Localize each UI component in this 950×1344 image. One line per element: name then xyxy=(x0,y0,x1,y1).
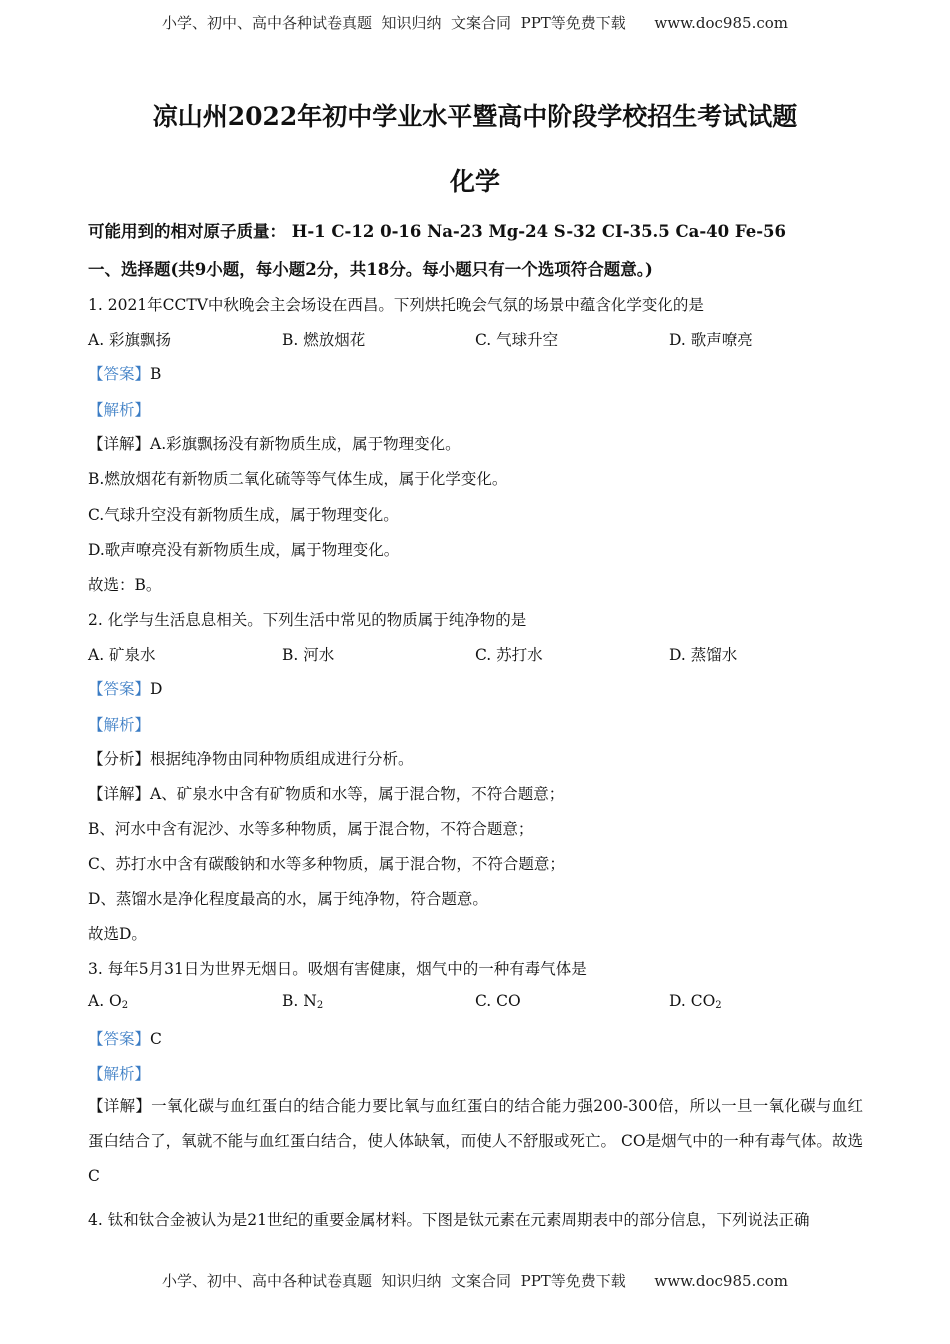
q2-option-a: A. 矿泉水 xyxy=(88,646,156,664)
q3-option-a xyxy=(88,992,128,1011)
q1-option-b: B. 燃放烟花 xyxy=(282,331,366,349)
q1-detail-line: B.燃放烟花有新物质二氧化硫等等气体生成，属于化学变化。 xyxy=(88,470,508,488)
formula-text: C. CO xyxy=(475,992,521,1010)
question-2-stem: 2. 化学与生活息息相关。下列生活中常见的物质属于纯净物的是 xyxy=(88,611,527,629)
answer-value: D xyxy=(150,680,163,698)
q1-answer xyxy=(88,362,161,384)
formula-subscript: 2 xyxy=(121,1000,129,1011)
question-1-stem: 1. 2021年CCTV中秋晚会主会场设在西昌。下列烘托晚会气氛的场景中蕴含化学变化的是 xyxy=(88,296,704,314)
question-3-stem: 3. 每年5月31日为世界无烟日。吸烟有害健康，烟气中的一种有毒气体是 xyxy=(88,960,587,978)
page-header: 小学、初中、高中各种试卷真题 知识归纳 文案合同 PPT等免费下载 www.doc985.com xyxy=(161,14,788,32)
page-footer: 小学、初中、高中各种试卷真题 知识归纳 文案合同 PPT等免费下载 www.doc985.com xyxy=(161,1272,788,1290)
q1-option-a: A. 彩旗飘扬 xyxy=(88,331,172,349)
q2-option-c: C. 苏打水 xyxy=(475,646,543,664)
subject-title: 化学 xyxy=(449,167,500,196)
q3-option-b xyxy=(282,992,323,1011)
q2-option-b: B. 河水 xyxy=(282,646,335,664)
atomic-masses: 可能用到的相对原子质量： H-1 C-12 0-16 Na-23 Mg-24 S-32 CI-35.5 Ca-40 Fe-56 xyxy=(88,222,787,241)
q2-detail-line: D、蒸馏水是净化程度最高的水，属于纯净物，符合题意。 xyxy=(88,890,488,908)
answer-value: B xyxy=(150,365,162,383)
q1-option-c: C. 气球升空 xyxy=(475,331,559,349)
q3-analysis-tag: 【解析】 xyxy=(88,1065,151,1083)
section-heading: 一、选择题(共9小题，每小题2分，共18分。每小题只有一个选项符合题意。) xyxy=(88,260,653,279)
answer-tag: 【答案】 xyxy=(88,1030,151,1048)
q2-analysis-tag: 【解析】 xyxy=(88,716,151,734)
formula-subscript: 2 xyxy=(715,1000,722,1011)
q1-detail-line: C.气球升空没有新物质生成，属于物理变化。 xyxy=(88,506,399,524)
q2-detail-line: C、苏打水中含有碳酸钠和水等多种物质，属于混合物，不符合题意； xyxy=(88,855,565,873)
q1-detail-line: 【详解】A.彩旗飘扬没有新物质生成，属于物理变化。 xyxy=(88,435,461,453)
q1-option-d: D. 歌声嘹亮 xyxy=(669,331,753,349)
formula-text: A. O xyxy=(88,992,122,1010)
question-4-stem: 4. 钛和钛合金被认为是21世纪的重要金属材料。下图是钛元素在元素周期表中的部分信息，下列说法正确 xyxy=(88,1211,810,1229)
q3-option-c xyxy=(475,992,521,1010)
q1-analysis-tag: 【解析】 xyxy=(88,401,151,419)
q2-detail-line: B、河水中含有泥沙、水等多种物质，属于混合物，不符合题意； xyxy=(88,820,534,838)
q2-conclusion: 故选D。 xyxy=(88,925,147,943)
q3-detail-paragraph: 【详解】一氧化碳与血红蛋白的结合能力要比氧与血红蛋白的结合能力强200-300倍，所以一旦一氧化碳与血红蛋白结合了，氧就不能与血红蛋白结合，使人体缺氧，而使人不舒服或死亡。 CO是烟气中的一种有毒气体。故选C xyxy=(88,1097,863,1185)
q2-option-d: D. 蒸馏水 xyxy=(669,646,738,664)
q3-answer xyxy=(88,1027,162,1049)
formula-subscript: 2 xyxy=(316,1000,324,1011)
formula-text: D. CO xyxy=(669,992,716,1010)
q1-conclusion: 故选：B。 xyxy=(88,576,162,594)
q1-detail-line: D.歌声嘹亮没有新物质生成，属于物理变化。 xyxy=(88,541,400,559)
answer-tag: 【答案】 xyxy=(88,365,151,383)
q2-detail-line: 【分析】根据纯净物由同种物质组成进行分析。 xyxy=(88,750,414,768)
q3-option-d xyxy=(669,992,722,1011)
answer-tag: 【答案】 xyxy=(88,680,151,698)
formula-text: B. N xyxy=(282,992,317,1010)
q2-detail-line: 【详解】A、矿泉水中含有矿物质和水等，属于混合物，不符合题意； xyxy=(88,785,565,803)
exam-title: 凉山州2022年初中学业水平暨高中阶段学校招生考试试题 xyxy=(152,102,798,131)
q2-answer xyxy=(88,677,162,699)
answer-value: C xyxy=(150,1030,162,1048)
